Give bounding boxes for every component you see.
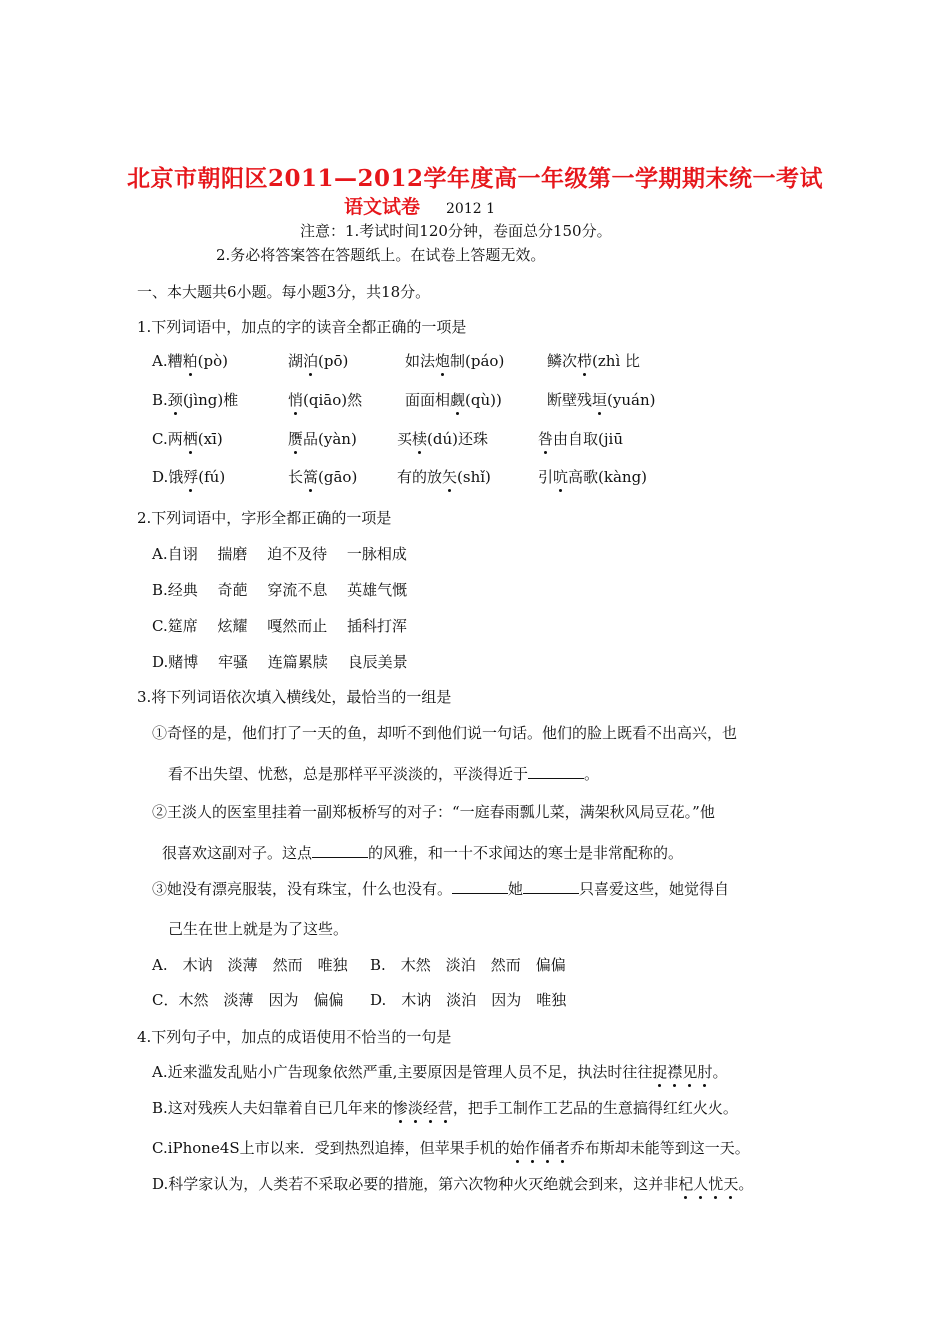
q1-option-c-3: 买椟(dú)还珠 (397, 430, 488, 448)
q3-blank-2 (312, 845, 368, 858)
q2-option-b: B.经典 奇葩 穿流不息 英雄气慨 (152, 581, 408, 599)
q1-option-d-1: D.饿殍(fú) (152, 468, 226, 486)
q3-blank-4 (523, 881, 579, 894)
q1-option-c-4: 咎由自取(jiū (538, 430, 623, 448)
q3-sentence-1a: ①奇怪的是，他们打了一天的鱼，却听不到他们说一句话。他们的脸上既看不出高兴，也 (152, 724, 738, 742)
q3-sentence-1b: 看不出失望、忧愁，总是那样平平淡淡的，平淡得近于 。 (168, 765, 600, 783)
section-1-heading: 一、本大题共6小题。每小题3分，共18分。 (137, 283, 431, 301)
q4-option-d: D.科学家认为，人类若不采取必要的措施，第六次物种火灭绝就会到来，这并非杞人忧天。 (152, 1175, 754, 1193)
q3-sentence-2a: ②王淡人的医室里挂着一副郑板桥写的对子：“一庭春雨瓢儿菜，满架秋风局豆花。”他 (152, 803, 715, 821)
q1-option-b-2: 悄(qiāo)然 (288, 391, 363, 409)
subtitle-text: 语文试卷 (344, 196, 421, 218)
q1-stem: 1.下列词语中，加点的字的读音全都正确的一项是 (137, 318, 467, 336)
q3-option-b: B. 木然 淡泊 然而 偏偏 (370, 956, 566, 974)
subtitle (344, 192, 495, 219)
q1-option-a-1: A.糟粕(pò) (152, 352, 228, 370)
q1-option-c-1: C.两栖(xī) (152, 430, 223, 448)
q3-option-d: D. 木讷 淡泊 因为 唯独 (370, 991, 567, 1009)
notice-line-1: 注意：1.考试时间120分钟，卷面总分150分。 (300, 222, 612, 240)
exam-date: 2012 1 (446, 201, 496, 217)
q4-option-b: B.这对残疾人夫妇靠着自已几年来的惨淡经营，把手工制作工艺品的生意搞得红红火火。 (152, 1099, 738, 1117)
q3-blank-1 (528, 766, 584, 779)
q3-sentence-3a: ③她没有漂亮服装，没有珠宝，什么也没有。 她 只喜爱这些，她觉得自 (152, 880, 730, 898)
page-title: 北京市朝阳区2011—2012学年度高一年级第一学期期末统一考试 (126, 165, 824, 192)
q1-option-a-2: 湖泊(pō) (288, 352, 349, 370)
q4-option-c: C.iPhone4S上市以来．受到热烈追捧，但苹果手机的始作俑者乔布斯却未能等到这一天。 (152, 1139, 750, 1157)
q1-option-b-1: B.颈(jìng)椎 (152, 391, 239, 409)
q1-option-b-3: 面面相觑(qù)) (405, 391, 502, 409)
q1-option-d-2: 长篙(gāo) (288, 468, 358, 486)
q1-option-a-4: 鳞次栉(zhì 比 (547, 352, 641, 370)
q3-option-c: C．木然 淡薄 因为 偏偏 (152, 991, 344, 1009)
notice-line-2: 2.务必将答案答在答题纸上。在试卷上答题无效。 (216, 246, 546, 264)
q1-option-c-2: 赝品(yàn) (288, 430, 357, 448)
q4-stem: 4.下列句子中，加点的成语使用不恰当的一句是 (137, 1028, 452, 1046)
q1-option-b-4: 断壁残垣(yuán) (547, 391, 656, 409)
q1-option-a-3: 如法炮制(páo) (405, 352, 505, 370)
q2-option-d: D.赌博 牢骚 连篇累牍 良辰美景 (152, 653, 408, 671)
q1-option-d-3: 有的放矢(shǐ) (397, 468, 491, 486)
q3-sentence-2b: 很喜欢这副对子。这点 的风雅，和一十不求闻达的寒士是非常配称的。 (162, 844, 684, 862)
q2-stem: 2.下列词语中，字形全都正确的一项是 (137, 509, 392, 527)
q3-sentence-3b: 己生在世上就是为了这些。 (168, 920, 349, 938)
q3-blank-3 (452, 881, 508, 894)
q1-option-d-4: 引吭高歌(kàng) (538, 468, 648, 486)
q3-option-a: A. 木讷 淡薄 然而 唯独 (152, 956, 348, 974)
q3-stem: 3.将下列词语依次填入横线处，最恰当的一组是 (137, 688, 452, 706)
q2-option-a: A.自诩 揣磨 迫不及待 一脉相成 (152, 545, 407, 563)
q2-option-c: C.筵席 炫耀 嘎然而止 插科打浑 (152, 617, 408, 635)
q4-option-a: A.近来滥发乱贴小广告现象依然严重,主要原因是管理人员不足，执法时往往捉襟见肘。 (152, 1063, 728, 1081)
